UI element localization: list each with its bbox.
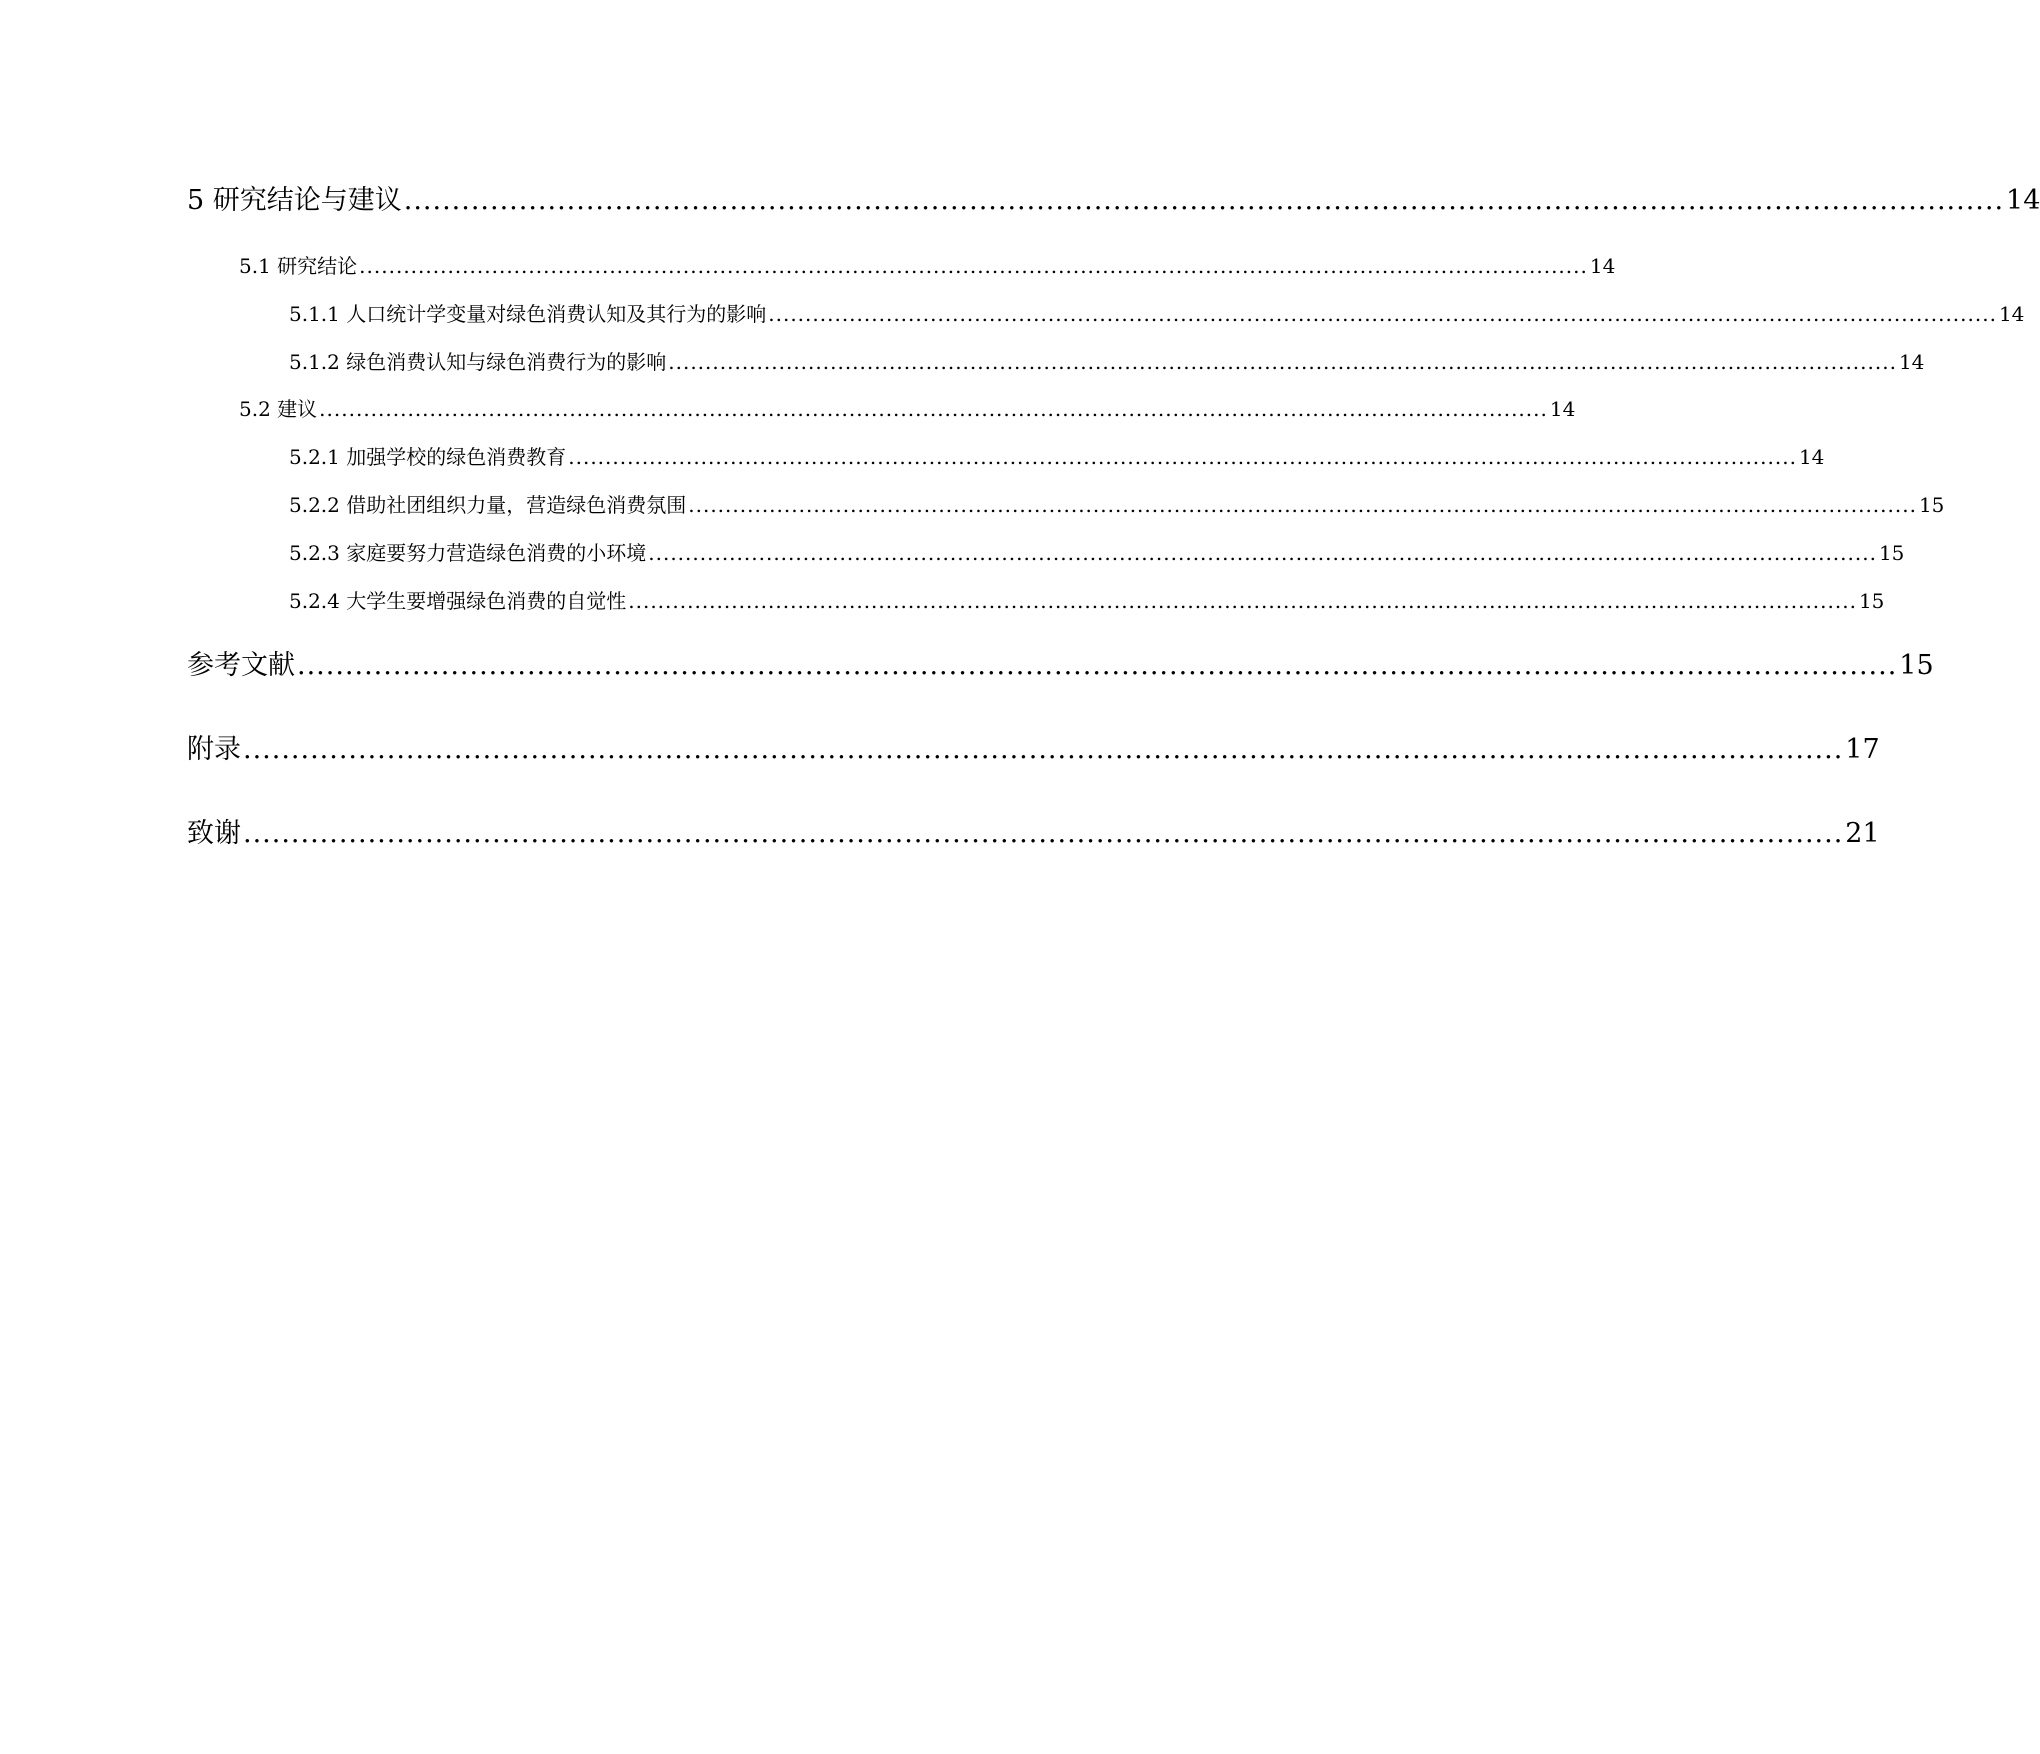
toc-leader-dots: ....................................................................................................................................................................... (359, 254, 1588, 278)
toc-entry-page: 15 (1899, 650, 1934, 681)
toc-entry-title: 参考文献 (187, 650, 295, 681)
toc-entry-page: 14 (1798, 445, 1825, 469)
toc-leader-dots: ....................................................................................................................................................................... (319, 397, 1548, 421)
toc-entry-title: 5.1 研究结论 (239, 254, 358, 278)
toc-entry-page: 14 (1898, 350, 1925, 374)
toc-entry-title: 致谢 (187, 818, 241, 849)
toc-leader-dots: ....................................................................................................................................................................... (403, 185, 2005, 216)
toc-leader-dots: ....................................................................................................................................................................... (628, 589, 1857, 613)
toc-entry-chapter-5[interactable] (0, 178, 2040, 217)
toc-entry-page: 14 (1589, 254, 1616, 278)
toc-entry-section-5-2-2[interactable] (0, 489, 1945, 518)
toc-entry-page: 17 (1845, 734, 1880, 765)
toc-entry-section-5-1-1[interactable] (0, 298, 2025, 327)
toc-entry-appendix[interactable] (0, 727, 1880, 766)
toc-entry-title: 5 研究结论与建议 (187, 185, 402, 216)
toc-entry-section-5-2-3[interactable] (0, 537, 1905, 566)
toc-leader-dots: ....................................................................................................................................................................... (243, 734, 1844, 765)
toc-leader-dots: ....................................................................................................................................................................... (668, 350, 1897, 374)
toc-entry-page: 14 (1549, 397, 1576, 421)
toc-entry-title: 5.2.3 家庭要努力营造绿色消费的小环境 (289, 541, 647, 565)
toc-leader-dots: ....................................................................................................................................................................... (688, 493, 1917, 517)
toc-leader-dots: ....................................................................................................................................................................... (297, 650, 1898, 681)
toc-entry-title: 5.1.2 绿色消费认知与绿色消费行为的影响 (289, 350, 667, 374)
toc-entry-page: 15 (1858, 589, 1885, 613)
toc-leader-dots: ....................................................................................................................................................................... (768, 302, 1997, 326)
toc-entry-section-5-1-2[interactable] (0, 346, 1925, 375)
toc-entry-section-5-2-4[interactable] (0, 585, 1885, 614)
toc-entry-page: 15 (1878, 541, 1905, 565)
toc-entry-page: 15 (1918, 493, 1945, 517)
toc-leader-dots: ....................................................................................................................................................................... (648, 541, 1877, 565)
toc-entry-page: 14 (2006, 185, 2040, 216)
toc-entry-title: 5.2.2 借助社团组织力量，营造绿色消费氛围 (289, 493, 687, 517)
toc-leader-dots: ....................................................................................................................................................................... (568, 445, 1797, 469)
toc-entry-acknowledgements[interactable] (0, 811, 1880, 850)
toc-entry-title: 5.2 建议 (239, 397, 318, 421)
toc-leader-dots: ....................................................................................................................................................................... (243, 818, 1844, 849)
toc-entry-references[interactable] (0, 643, 1934, 682)
toc-entry-title: 附录 (187, 734, 241, 765)
toc-entry-section-5-2-1[interactable] (0, 441, 1825, 470)
toc-entry-page: 21 (1845, 818, 1880, 849)
toc-entry-title: 5.2.1 加强学校的绿色消费教育 (289, 445, 567, 469)
toc-entry-title: 5.1.1 人口统计学变量对绿色消费认知及其行为的影响 (289, 302, 767, 326)
toc-entry-title: 5.2.4 大学生要增强绿色消费的自觉性 (289, 589, 627, 613)
toc-entry-section-5-1[interactable] (0, 250, 1616, 279)
toc-entry-section-5-2[interactable] (0, 393, 1576, 422)
toc-entry-page: 14 (1998, 302, 2025, 326)
